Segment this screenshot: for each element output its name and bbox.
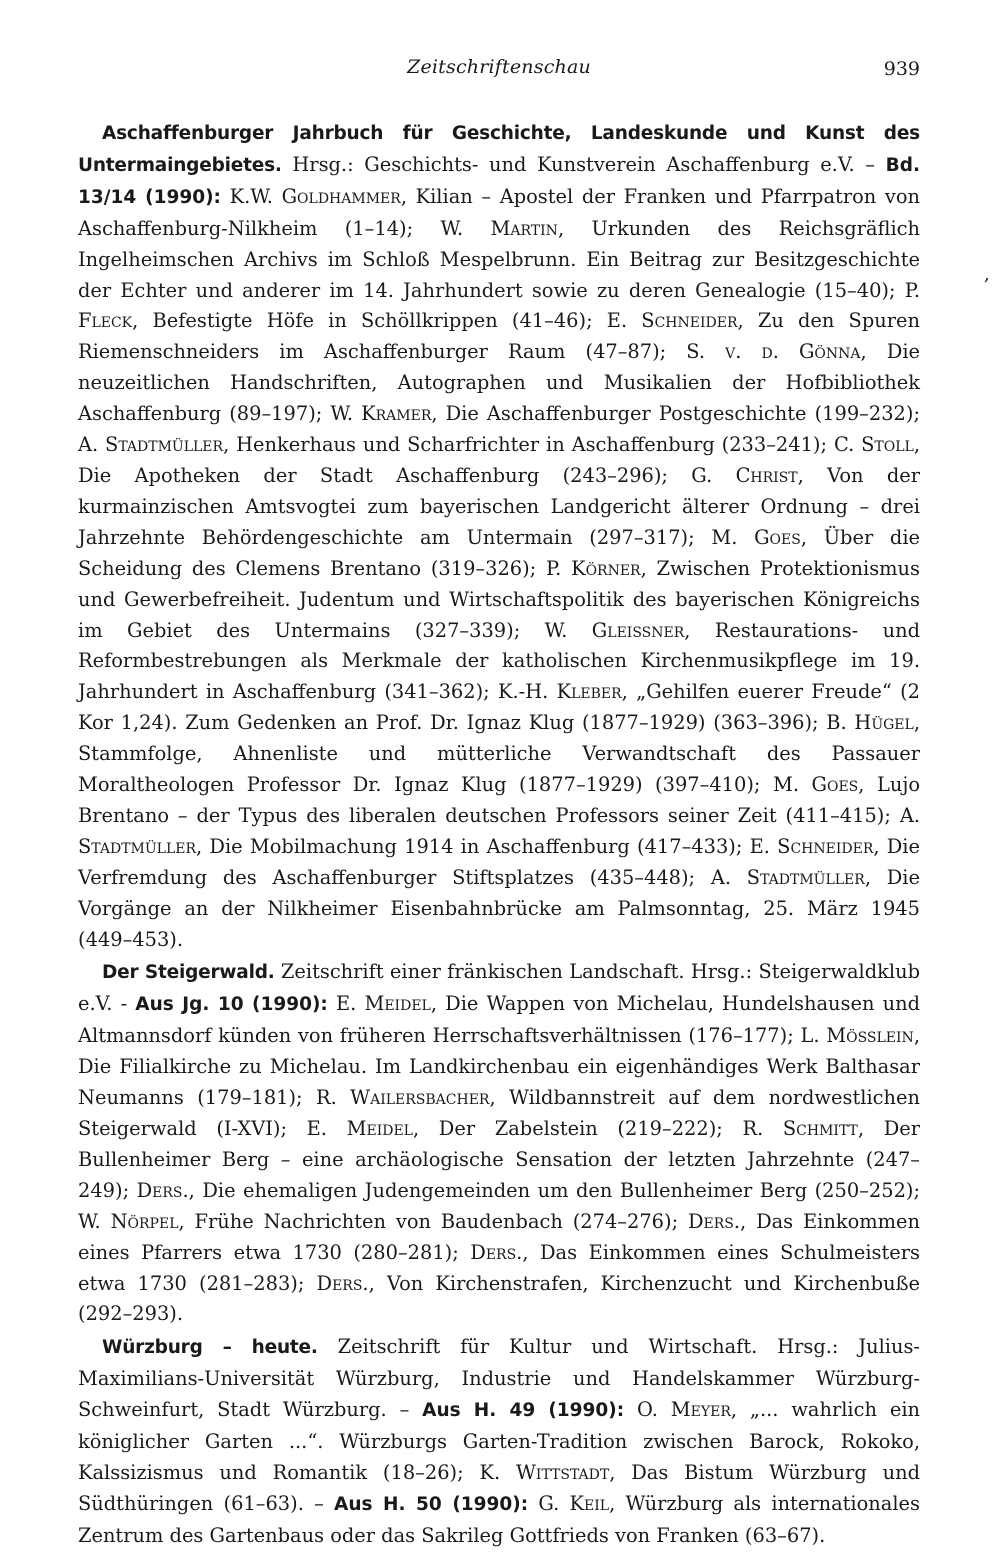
entry-volume: Aus H. 49 (1990): <box>422 1400 625 1422</box>
article-title: , Die Filialkirche zu Michelau. Im Landkirchenbau ein eigenhändiges Werk Balthasar Neumanns (179–181); <box>78 1024 920 1110</box>
article-title: , Das Einkommen eines Pfarrers etwa 1730 (280–281); <box>78 1209 921 1264</box>
article-title: , Die Aschaffenburger Postgeschichte (199–232); <box>431 402 920 426</box>
entry-title: Der Steigerwald. <box>102 962 275 984</box>
article-author: S. v. d. Gönna <box>686 340 861 364</box>
article-author: Ders. <box>136 1178 189 1202</box>
entry-aschaffenburger-jahrbuch <box>78 118 920 955</box>
article-title: , Die Vorgänge an der Nilkheimer Eisenbahnbrücke am Palmsonntag, 25. März 1945 (449–453). <box>78 865 920 951</box>
article-author: R. Schmitt <box>742 1117 858 1140</box>
entry-volume: Aus Jg. 10 (1990): <box>135 994 328 1016</box>
entry-volume: Bd. 13/14 (1990): <box>78 154 920 208</box>
article-title: , Die Verfremdung des Aschaffenburger Stiftsplatzes (435–448); <box>78 834 920 889</box>
article-title: , Würzburg als internationales Zentrum des Gartenbaus oder das Sakrileg Gottfrieds von Franken (63–67). <box>78 1491 920 1547</box>
article-title: , „Gehilfen euerer Freude“ (2 Kor 1,24). Zum Gedenken an Prof. Dr. Ignaz Klug (1877–1929) (363–396); <box>78 680 920 735</box>
article-title: , Die ehemaligen Judengemeinden um den Bullenheimer Berg (250–252); <box>188 1178 920 1202</box>
article-author: Ders. <box>316 1271 369 1295</box>
article-author: M. Goes <box>772 773 859 797</box>
article-title: , Die neuzeitlichen Handschriften, Autographen und Musikalien der Hofbibliothek Aschaffenburg (89–197); <box>78 340 920 426</box>
article-author: Ders. <box>470 1240 523 1264</box>
article-author: O. Meyer <box>637 1398 731 1422</box>
entry-steigerwald <box>78 957 920 1330</box>
article-author: W. Nörpel <box>78 1209 179 1233</box>
article-author: W. Martin <box>440 216 558 240</box>
article-author: W. Kramer <box>330 402 432 426</box>
article-title: , Das Bistum Würzburg und Südthüringen (61–63). – <box>78 1460 921 1515</box>
article-title: , Stammfolge, Ahnenliste und mütterliche Verwandtschaft des Passauer Moraltheologen Professor Dr. Ignaz Klug (1877–1929) (397–410); <box>78 711 920 797</box>
article-title: , Die Apotheken der Stadt Aschaffenburg (243–296); <box>78 433 920 487</box>
entry-wuerzburg-heute <box>78 1332 920 1551</box>
article-author: K. Wittstadt <box>479 1460 610 1484</box>
article-author: K.W. Goldhammer <box>229 184 401 208</box>
article-title: , Zu den Spuren Riemenschneiders im Aschaffenburger Raum (47–87); <box>78 309 920 364</box>
entry-volume: Aus H. 50 (1990): <box>334 1493 529 1515</box>
page-number: 939 <box>883 58 920 80</box>
article-author: Ders. <box>687 1209 741 1233</box>
margin-mark: , <box>984 264 990 285</box>
article-title: , Henkerhaus und Scharfrichter in Aschaffenburg (233–241); <box>223 433 828 457</box>
article-title: , Wildbannstreit auf dem nordwestlichen Steigerwald (I-XVI); <box>78 1086 920 1140</box>
running-title: Zeitschriftenschau <box>407 56 591 78</box>
article-author: A. Stadtmüller <box>78 433 224 457</box>
article-author: A. Stadtmüller <box>710 865 865 889</box>
article-author: E. Meidel <box>336 992 431 1016</box>
article-author: W. Gleissner <box>544 618 685 642</box>
article-author: B. Hügel <box>826 711 914 735</box>
article-title: , Befestigte Höfe in Schöllkrippen (41–46); <box>132 309 593 333</box>
article-author: P. Fleck <box>78 278 920 333</box>
article-author: K.-H. Kleber <box>498 680 622 704</box>
article-author: R. Wailersbacher <box>316 1086 490 1110</box>
entry-title: Aschaffenburger Jahrbuch für Geschichte, Landeskunde und Kunst des Untermaingebietes. <box>78 123 920 176</box>
article-author: E. Schneider <box>606 309 738 333</box>
article-title: , Das Einkommen eines Schulmeisters etwa 1730 (281–283); <box>78 1240 920 1295</box>
article-title: , Zwischen Protektionismus und Gewerbefreiheit. Judentum und Wirtschaftspolitik des bayerischen Königreichs im Gebiet des Untermains (327–339); <box>78 556 920 642</box>
article-author: E. Schneider <box>749 834 874 858</box>
article-title: , Von Kirchenstrafen, Kirchenzucht und Kirchenbuße (292–293). <box>78 1271 920 1326</box>
article-title: , Urkunden des Reichsgräflich Ingelheimschen Archivs im Schloß Mespelbrunn. Ein Beitrag zur Besitzgeschichte der Echter und anderer im 14. Jahrhundert sowie zu deren Genealogie (15–40); <box>78 216 921 302</box>
article-author: G. Christ <box>691 463 798 487</box>
article-title: , Frühe Nachrichten von Baudenbach (274–276); <box>178 1209 679 1233</box>
article-title: , Die Mobilmachung 1914 in Aschaffenburg (417–433); <box>196 834 743 858</box>
article-title: , Der Bullenheimer Berg – eine archäologische Sensation der letzten Jahrzehnte (247–249); <box>78 1117 921 1202</box>
article-author: E. Meidel <box>306 1117 413 1140</box>
entry-publisher: Hrsg.: Geschichts- und Kunstverein Aschaffenburg e.V. – <box>281 152 886 176</box>
article-title: , Von der kurmainzischen Amtsvogtei zum bayerischen Landgericht älterer Ordnung – drei Jahrzehnte Behördengeschichte am Untermain (297–317); <box>78 463 920 549</box>
article-author: L. Mösslein <box>800 1024 914 1048</box>
article-author: M. Goes <box>711 525 801 549</box>
article-title: , Lujo Brentano – der Typus des liberalen deutschen Professors seiner Zeit (411–415); <box>78 773 921 827</box>
entry-title: Würzburg – heute. <box>102 1337 318 1359</box>
article-title: , Der Zabelstein (219–222); <box>412 1117 723 1140</box>
article-author: A. Stadtmüller <box>78 803 920 858</box>
article-title: , Restaurations- und Reformbestrebungen als Merkmale der katholischen Kirchenmusikpflege im 19. Jahrhundert in Aschaffenburg (341–362); <box>78 618 920 704</box>
article-title: , „... wahrlich ein königlicher Garten ...“. Würzburgs Garten-Tradition zwischen Barock, Rokoko, Kalssizismus und Romantik (18–26); <box>78 1398 921 1484</box>
article-author: G. Keil <box>538 1491 610 1515</box>
entry-publisher: Zeitschrift für Kultur und Wirtschaft. Hrsg.: Julius-Maximilians-Universität Würzburg, Industrie und Handelskammer Würzburg-Schweinfurt, Stadt Würzburg. – <box>78 1335 920 1422</box>
article-author: P. Körner <box>546 556 641 580</box>
article-title: , Die Wappen von Michelau, Hundelshausen und Altmannsdorf künden von früheren Herrschaftsverhältnissen (176–177); <box>78 992 920 1048</box>
article-title: , Über die Scheidung des Clemens Brentano (319–326); <box>78 525 920 580</box>
article-author: C. Stoll <box>833 433 914 457</box>
entry-publisher: Zeitschrift einer fränkischen Landschaft. Hrsg.: Steigerwaldklub e.V. - <box>78 960 920 1016</box>
running-header <box>78 56 920 86</box>
review-entries <box>78 118 920 1552</box>
article-title: , Kilian – Apostel der Franken und Pfarrpatron von Aschaffenburg-Nilkheim (1–14); <box>78 184 920 240</box>
